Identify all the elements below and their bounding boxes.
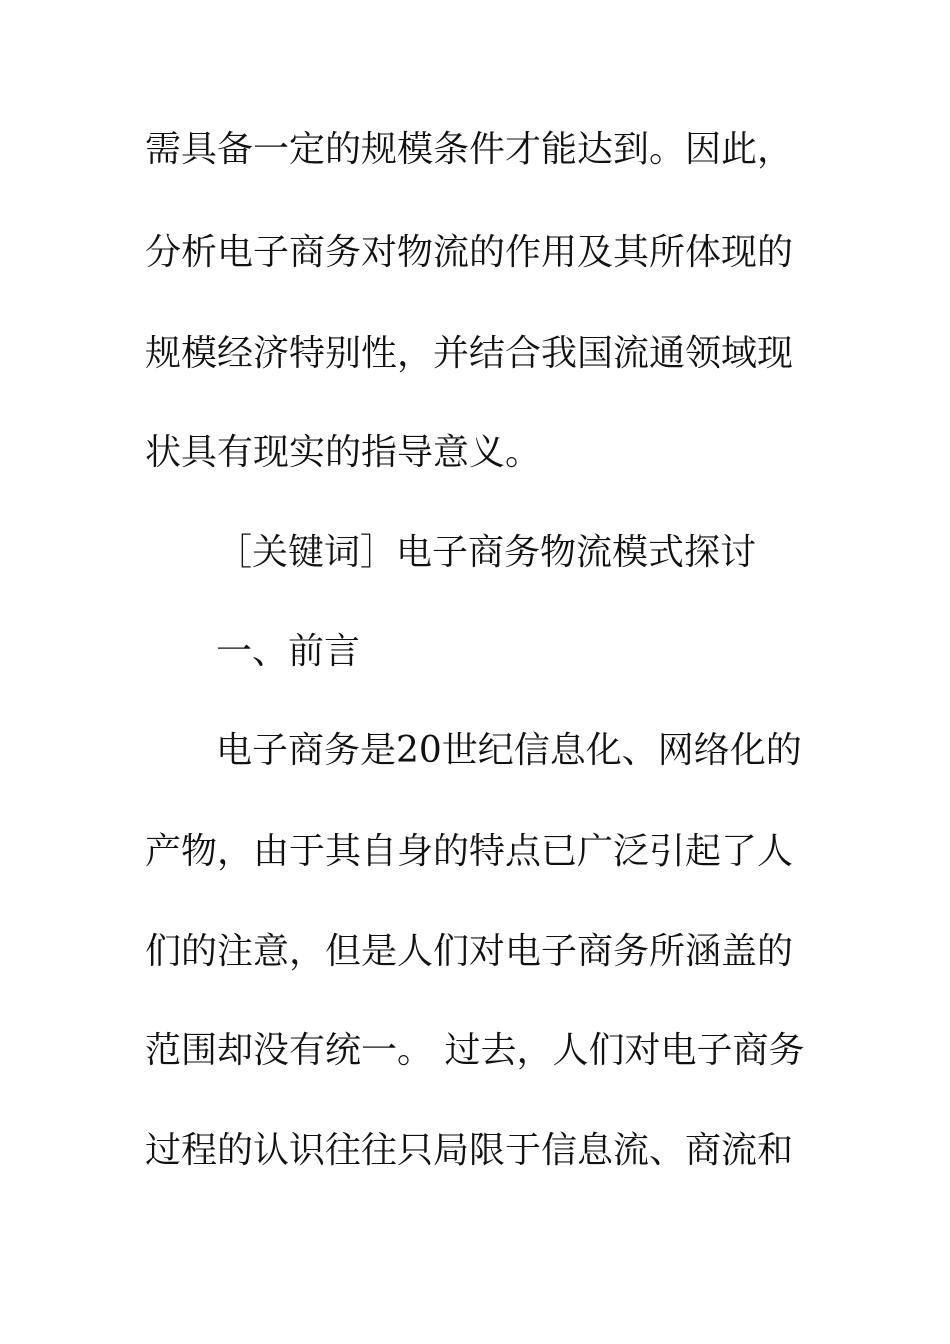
paragraph-line-4: 状具有现实的指导意义。 (145, 432, 542, 473)
paragraph-line-6: 产物，由于其自身的特点已广泛引起了人 (145, 831, 794, 872)
paragraph-line-9: 过程的认识往往只局限于信息流、商流和 (145, 1130, 794, 1171)
keywords-line: ［关键词］电子商务物流模式探讨 (216, 532, 757, 573)
paragraph-line-8: 范围却没有统一。 过去，人们对电子商务 (145, 1030, 805, 1071)
section-heading: 一、前言 (216, 631, 361, 672)
paragraph-line-5: 电子商务是20世纪信息化、网络化的 (216, 730, 802, 771)
paragraph-line-7: 们的注意，但是人们对电子商务所涵盖的 (145, 931, 794, 972)
paragraph-line-1: 需具备一定的规模条件才能达到。因此， (145, 129, 794, 170)
paragraph-line-2: 分析电子商务对物流的作用及其所体现的 (145, 232, 794, 273)
paragraph-line-3: 规模经济特别性，并结合我国流通领域现 (145, 333, 794, 374)
